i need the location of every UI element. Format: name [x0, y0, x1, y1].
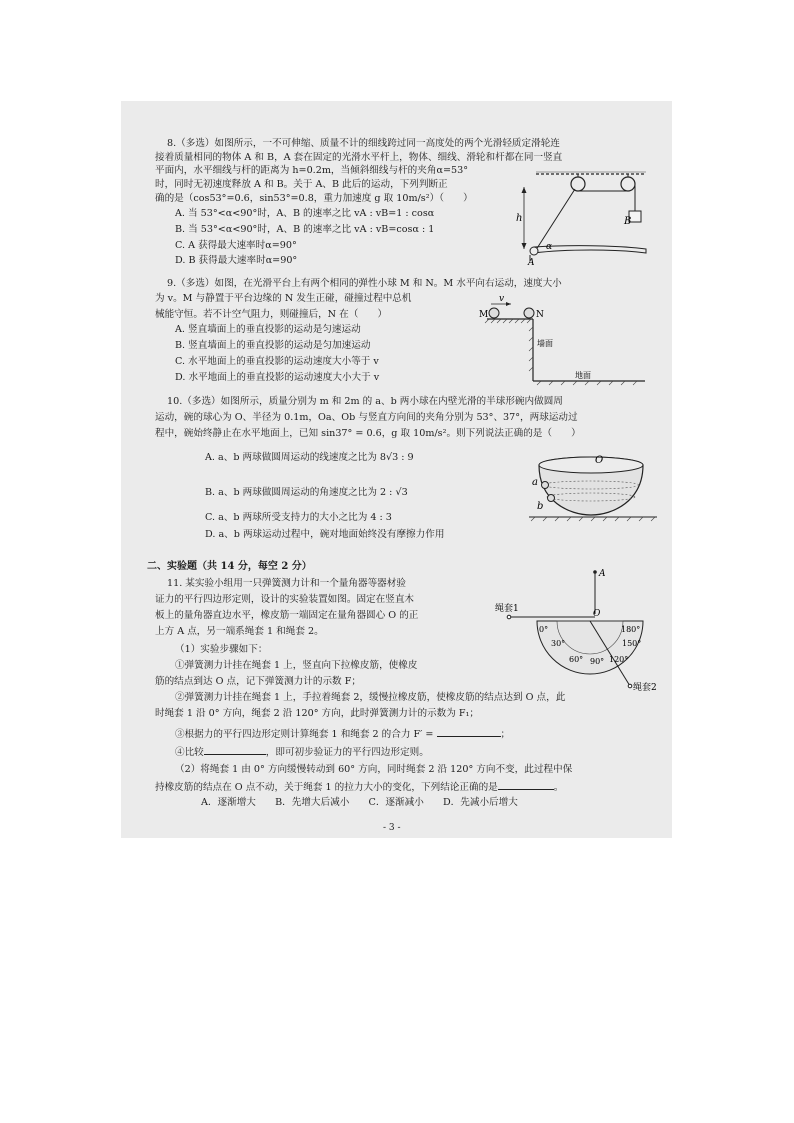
- q9-label-n: N: [536, 310, 544, 320]
- q11-step3: ③根据力的平行四边形定则计算绳套 1 和绳套 2 的合力 F′ = ；: [175, 726, 510, 741]
- q11-label-a: A: [599, 569, 606, 579]
- q10-label-a: a: [532, 477, 538, 488]
- q11-line3: 板上的量角器直边水平，橡皮筋一端固定在量角器圆心 O 的正: [155, 610, 419, 621]
- q11-deg-0: 0°: [539, 625, 549, 634]
- q10-line3: 程中，碗始终静止在水平地面上，已知 sin37° = 0.6，g 取 10m/s²。则下列说法正确的是（ ）: [155, 428, 581, 439]
- q11-deg-180: 180°: [621, 625, 641, 634]
- q8-line4: 时，同时无初速度释放 A 和 B。关于 A、B 此后的运动，下列判断正: [155, 179, 448, 190]
- q9-label-ground: 地面: [575, 371, 591, 380]
- q11-step2a: ②弹簧测力计挂在绳套 1 上，手拉着绳套 2，缓慢拉橡皮筋，使橡皮筋的结点达到 O 点，此: [175, 692, 566, 703]
- q10-line1: 10.（多选）如图所示，质量分别为 m 和 2m 的 a、b 两小球在内壁光滑的半球形碗内做圆周: [167, 396, 563, 407]
- q8-label-b: B: [624, 216, 632, 227]
- q10-line2: 运动，碗的球心为 O、半径为 0.1m，Oa、Ob 与竖直方向间的夹角分别为 53°、37°，两球运动过: [155, 412, 578, 423]
- q10-option-a: A. a、b 两球做圆周运动的线速度之比为 8√3 : 9: [205, 452, 414, 463]
- section-2-heading: 二、实验题（共 14 分，每空 2 分）: [147, 561, 312, 572]
- q10-option-b: B. a、b 两球做圆周运动的角速度之比为 2 : √3: [205, 487, 408, 498]
- q11-deg-60: 60°: [569, 655, 584, 664]
- q11-line4: 上方 A 点，另一端系绳套 1 和绳套 2。: [155, 626, 324, 637]
- q11-part2-line2: 持橡皮筋的结点在 O 点不动，关于绳套 1 的拉力大小的变化，下列结论正确的是 。: [155, 779, 563, 794]
- q11-deg-120: 120°: [609, 655, 629, 664]
- q8-line1: 8.（多选）如图所示，一不可伸缩、质量不计的细线跨过同一高度处的两个光滑轻质定滑轮连: [167, 138, 560, 149]
- q9-label-m: M: [479, 310, 489, 320]
- q8-label-h: h: [516, 213, 523, 224]
- q11-line2: 证力的平行四边形定则，设计的实验装置如图。固定在竖直木: [155, 594, 415, 605]
- q10-bowl-diagram: [529, 453, 659, 523]
- q11-label-rope1: 绳套1: [495, 604, 519, 614]
- q9-option-b: B. 竖直墙面上的垂直投影的运动是匀加速运动: [175, 340, 371, 351]
- q8-line5: 确的是（cos53°=0.6，sin53°=0.8，重力加速度 g 取 10m/s²）（ ）: [155, 193, 473, 204]
- q8-option-d: D. B 获得最大速率时α=90°: [175, 255, 298, 266]
- q11-protractor-diagram: [495, 566, 665, 696]
- q8-line2: 接着质量相同的物体 A 和 B，A 套在固定的光滑水平杆上，物体、细线、滑轮和杆都在同一竖直: [155, 152, 563, 163]
- q11-deg-150: 150°: [622, 639, 642, 648]
- q8-option-c: C. A 获得最大速率时α=90°: [175, 240, 297, 251]
- q11-step1a: ①弹簧测力计挂在绳套 1 上，竖直向下拉橡皮筋，使橡皮: [175, 660, 418, 671]
- q11-label-rope2: 绳套2: [633, 683, 657, 693]
- q11-label-o: O: [593, 609, 601, 619]
- q11-step4-suffix: ，即可初步验证力的平行四边形定则。: [265, 747, 429, 758]
- q9-label-wall-text: 墙面: [537, 339, 553, 348]
- q11-options: A．逐渐增大 B．先增大后减小 C．逐渐减小 D．先减小后增大: [201, 797, 518, 808]
- q9-line3: 械能守恒。若不计空气阻力，则碰撞后，N 在（ ）: [155, 309, 388, 320]
- q11-blank-choice[interactable]: [498, 779, 554, 790]
- q9-label-v: v: [499, 294, 505, 304]
- q10-option-d: D. a、b 两球运动过程中，碗对地面始终没有摩擦力作用: [205, 529, 445, 540]
- q9-line2: 为 v。M 与静置于平台边缘的 N 发生正碰，碰撞过程中总机: [155, 293, 412, 304]
- q10-option-c: C. a、b 两球所受支持力的大小之比为 4 : 3: [205, 512, 392, 523]
- q11-step3-text: ③根据力的平行四边形定则计算绳套 1 和绳套 2 的合力 F′ =: [175, 729, 437, 740]
- q11-step4: [175, 744, 429, 759]
- q9-line1: 9.（多选）如图，在光滑平台上有两个相同的弹性小球 M 和 N。M 水平向右运动，速度大小: [167, 278, 562, 289]
- q11-deg-90: 90°: [590, 657, 605, 666]
- q9-label-wall: [537, 338, 553, 348]
- q8-label-a: A: [528, 258, 535, 265]
- q11-part2-line1: （2）将绳套 1 由 0° 方向缓慢转动到 60° 方向，同时绳套 2 沿 120° 方向不变，此过程中保: [175, 764, 573, 775]
- q8-label-alpha: α: [546, 242, 553, 252]
- q11-line1: 11. 某实验小组用一只弹簧测力计和一个量角器等器材验: [167, 578, 406, 589]
- q11-part2-text: 持橡皮筋的结点在 O 点不动，关于绳套 1 的拉力大小的变化，下列结论正确的是: [155, 782, 498, 793]
- q11-blank-compare[interactable]: [204, 744, 266, 755]
- q9-option-a: A. 竖直墙面上的垂直投影的运动是匀速运动: [175, 324, 361, 335]
- q11-deg-30: 30°: [551, 639, 566, 648]
- q9-option-c: C. 水平地面上的垂直投影的运动速度大小等于 v: [175, 356, 379, 367]
- q8-option-b: B. 当 53°<α<90°时，A、B 的速率之比 vA : vB=cosα : 1: [175, 224, 435, 235]
- q11-blank-resultant[interactable]: [437, 726, 501, 737]
- q10-label-o: O: [595, 455, 604, 466]
- q8-line3: 平面内，水平细线与杆的距离为 h=0.2m，当倾斜细线与杆的夹角α=53°: [155, 165, 468, 176]
- q10-label-b: b: [537, 501, 544, 512]
- q11-line5: （1）实验步骤如下：: [175, 644, 268, 655]
- q11-step4-prefix: ④比较: [175, 747, 204, 758]
- q8-option-a: A. 当 53°<α<90°时，A、B 的速率之比 vA : vB=1 : cosα: [175, 208, 435, 219]
- exam-page: [121, 101, 672, 838]
- q11-step1b: 筋的结点到达 O 点，记下弹簧测力计的示数 F；: [155, 676, 361, 687]
- q11-step2b: 时绳套 1 沿 0° 方向，绳套 2 沿 120° 方向，此时弹簧测力计的示数为 F₁；: [155, 708, 480, 719]
- q9-collision-diagram: [477, 291, 647, 387]
- q8-pulley-diagram: [516, 169, 666, 265]
- q9-option-d: D. 水平地面上的垂直投影的运动速度大小大于 v: [175, 372, 380, 383]
- page-number: - 3 -: [383, 823, 401, 833]
